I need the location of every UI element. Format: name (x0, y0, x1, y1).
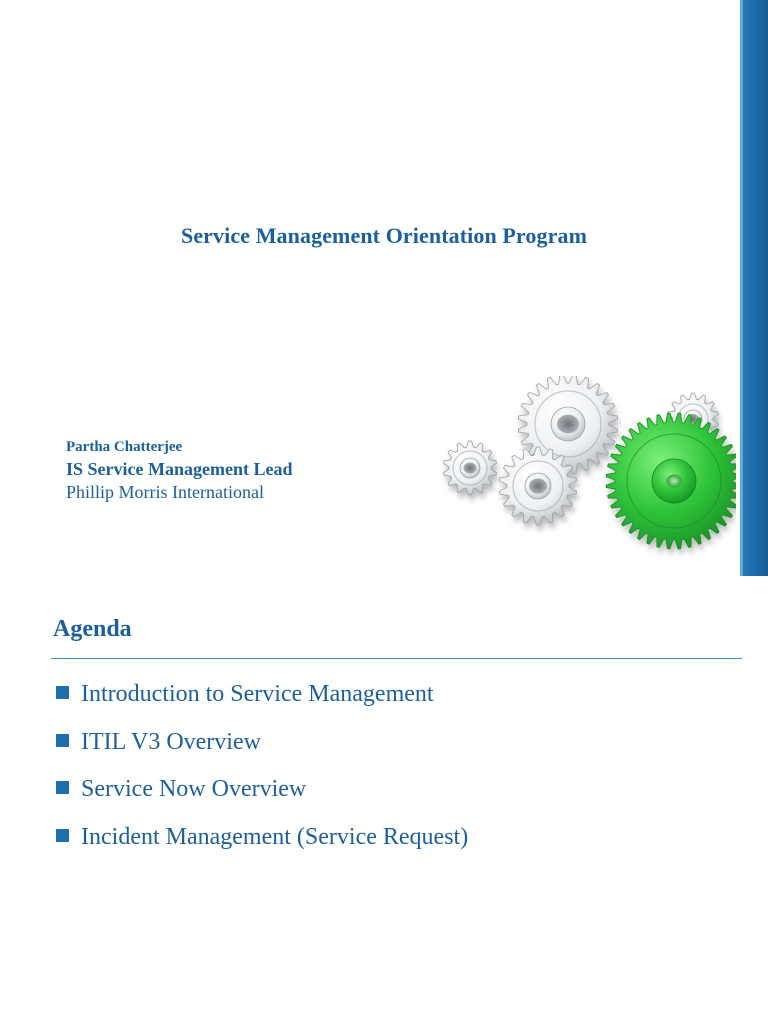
square-bullet-icon (56, 829, 69, 842)
agenda-slide (0, 576, 768, 1024)
agenda-heading: Agenda (53, 616, 132, 642)
agenda-item (56, 727, 468, 775)
square-bullet-icon (56, 781, 69, 794)
agenda-item-label: Incident Management (Service Request) (81, 823, 469, 850)
agenda-divider (51, 658, 742, 659)
agenda-item-label: Service Now Overview (81, 776, 307, 802)
presenter-organization: Phillip Morris International (66, 482, 264, 502)
slide-side-bar (740, 0, 768, 576)
gear-green-icon (606, 413, 736, 549)
presenter-role: IS Service Management Lead (66, 459, 293, 479)
agenda-item (56, 822, 468, 870)
gears-image (440, 376, 736, 566)
agenda-item-label: ITIL V3 Overview (81, 728, 261, 755)
slide-title: Service Management Orientation Program (180, 223, 587, 248)
square-bullet-icon (56, 686, 69, 699)
agenda-item (56, 774, 468, 822)
agenda-item (56, 679, 468, 727)
square-bullet-icon (56, 734, 69, 747)
gear-small-left-icon (443, 441, 496, 495)
agenda-list (56, 679, 468, 869)
agenda-item-label: Introduction to Service Management (81, 681, 434, 707)
presenter-name: Partha Chatterjee (66, 439, 183, 455)
